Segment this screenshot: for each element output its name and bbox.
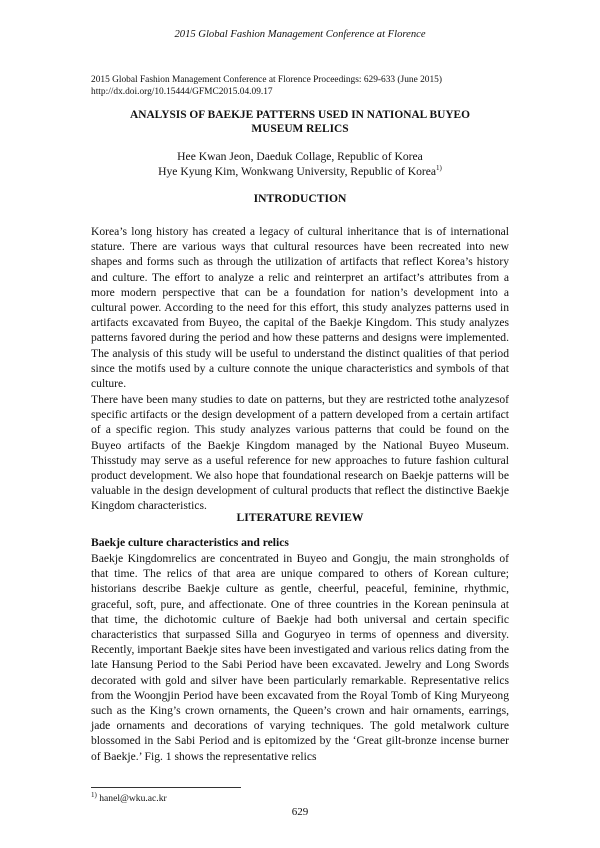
footnote bbox=[91, 790, 167, 804]
paper-title bbox=[60, 108, 540, 136]
literature-subheading: Baekje culture characteristics and relics bbox=[91, 536, 289, 549]
footnote-email[interactable]: hanel@wku.ac.kr bbox=[99, 793, 167, 804]
introduction-heading: INTRODUCTION bbox=[253, 192, 347, 205]
author-2-text: Hye Kyung Kim, Wonkwang University, Republic of Korea bbox=[158, 165, 437, 178]
author-2-footnote-marker: 1) bbox=[436, 164, 442, 173]
author-1: Hee Kwan Jeon, Daeduk Collage, Republic of Korea bbox=[177, 150, 423, 163]
doi-link[interactable]: http://dx.doi.org/10.15444/GFMC2015.04.09.17 bbox=[91, 86, 273, 97]
introduction-paragraph-2: There have been many studies to date on patterns, but they are restricted tothe analyzesof specific artifacts or the design development of a pattern developed from a certain artifact of a specific region. This study analyzes various patterns that could be found on the Buyeo artifacts of the Baekje Kingdom managed by the National Buyeo Museum. Thisstudy may serve as a useful reference for new approaches to future fashion cultural product development. We also hope that foundational research on Baekje patterns will be valuable in the design development of cultural products that reflect the distinctive Baekje Kingdom characteristics. bbox=[91, 393, 509, 513]
literature-paragraph-1: Baekje Kingdomrelics are concentrated in Buyeo and Gongju, the main strongholds of that time. The relics of that area are unique compared to others of Korean culture; historians describe Baekje culture as gentle, cheerful, peaceful, feminine, rhythmic, graceful, soft, pure, and affectionate. One of three countries in the Korean peninsula at that time, the dichotomic culture of Baekje had both universal and certain specific characteristics that surpassed Silla and Goguryeo in terms of openness and diversity. Recently, important Baekje sites have been investigated and various relics dating from the late Hansung Period to the Sabi Period have been excavated. Jewelry and Long Swords decorated with gold and silver have been particularly remarkable. Representative relics from the Woongjin Period have been excavated from the Royal Tomb of King Muryeong such as the King’s crown ornaments, the Queen’s crown and hair ornaments, earrings, jade ornaments and decorations of varying techniques. The gold metalwork culture blossomed in the Sabi Period and is epitomized by the ‘Great gilt-bronze incense burner of Baekje.’ Fig. 1 shows the representative relics bbox=[91, 552, 509, 763]
footnote-marker: 1) bbox=[91, 790, 97, 799]
author-2 bbox=[60, 164, 540, 179]
footnote-divider bbox=[91, 787, 241, 788]
title-line-1: ANALYSIS OF BAEKJE PATTERNS USED IN NATIONAL BUYEO bbox=[130, 109, 470, 121]
running-header: 2015 Global Fashion Management Conference at Florence bbox=[174, 29, 426, 40]
proceedings-citation: 2015 Global Fashion Management Conference at Florence Proceedings: 629-633 (June 2015) bbox=[91, 75, 442, 85]
literature-review-heading: LITERATURE REVIEW bbox=[236, 511, 364, 524]
title-line-2: MUSEUM RELICS bbox=[251, 123, 349, 135]
introduction-paragraph-1: Korea’s long history has created a legacy of cultural inheritance that is of international stature. There are various ways that cultural resources have been recreated into new shapes and forms such as through the utilization of artifacts that reflect Korea’s history and culture. The effort to analyze a relic and reinterpret an artifact’s attributes from a more modern perspective that can be a foundation for nation’s development into a cultural power. According to the need for this effort, this study analyzes patterns used in artifacts excavated from Buyeo, the capital of the Baekje Kingdom. This study analyzes patterns favored during the period and how these patterns and designs were implemented. The analysis of this study will be useful to understand the distinct qualities of that period since the motifs used by a culture connote the unique characteristics and symbols of that culture. bbox=[91, 225, 509, 391]
page-number: 629 bbox=[291, 806, 309, 818]
authors-block bbox=[60, 149, 540, 179]
proceedings-info bbox=[91, 75, 521, 98]
